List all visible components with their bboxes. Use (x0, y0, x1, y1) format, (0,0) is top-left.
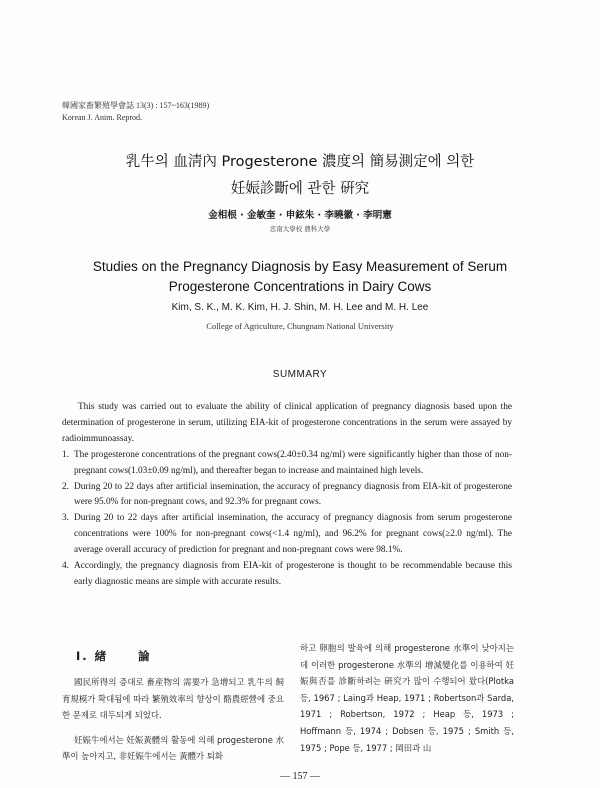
summary-item-text: During 20 to 22 days after artificial insemination, the accuracy of pregnancy diagnosis from serum progesterone concentrations were 100% for non-pregnant cows(<1.4 ng/ml), and 96.2% for pregnant cows(≥2.0 ng/ml). The average overall accuracy of prediction for pregnant and non-pregnant cows were 98.1%. (74, 513, 512, 556)
summary-item-text: The progesterone concentrations of the pregnant cows(2.40±0.34 ng/ml) were significantly higher than those of non-pregnant cows(1.03±0.09 ng/ml), and thereafter began to increase and maintained high levels. (74, 449, 512, 476)
journal-english-name: Korean J. Anim. Reprod. (62, 113, 142, 122)
summary-item-number: 1. (62, 449, 69, 460)
english-authors: Kim, S. K., M. K. Kim, H. J. Shin, M. H. Lee and M. H. Lee (171, 302, 429, 313)
body-right-column (300, 640, 514, 756)
section-heading (76, 648, 284, 674)
english-title-line2: Progesterone Concentrations in Dairy Cows (168, 279, 432, 294)
intro-paragraph-1: 國民所得의 증대로 畜産物의 需要가 急增되고 乳牛의 飼育規模가 확대됨에 따라 繁殖效率의 향상이 酪農經營에 중요한 문제로 대두되게 되었다. (62, 677, 284, 721)
summary-item (62, 511, 512, 559)
summary-abstract (62, 400, 512, 591)
english-title-line1: Studies on the Pregnancy Diagnosis by Easy Measurement of Serum (92, 259, 508, 274)
summary-item-text: Accordingly, the pregnancy diagnosis from EIA-kit of progesterone is thought to be recommendable because this early diagnostic means are simple with accurate results. (74, 561, 512, 587)
summary-item-number: 2. (62, 481, 69, 492)
page-number: — 157 — (280, 771, 320, 782)
korean-title-line2: 妊娠診斷에 관한 硏究 (230, 181, 370, 197)
section-number: Ⅰ. 緖 (76, 649, 109, 663)
korean-authors: 金相根 · 金敏奎 · 申鉉朱 · 李曉徽 · 李明憲 (208, 210, 392, 221)
journal-citation (62, 100, 209, 124)
intro-paragraph-continued: 하고 卵胞의 발육에 의해 progesterone 水準이 낮아지는데 이러한 progesterone 水準의 增減變化를 이용하여 妊娠與否를 診斷하려는 硏究가 많이 수행되어 왔다(Plotka 등, 1967 ; Laing과 Heap, 1971 ; Robertson과 Sarda, 1971 ; Robertson, 1972 ; Heap 등, 1973 ; Hoffmann 등, 1974 ; Dobsen 등, 1975 ; Smith 등, 1975 ; Pope 등, 1977 ; 岡田과 山 (300, 643, 514, 753)
english-affiliation: College of Agriculture, Chungnam National University (206, 321, 394, 331)
korean-title-line1: 乳牛의 血淸內 Progesterone 濃度의 簡易測定에 의한 (125, 154, 475, 170)
summary-item-number: 4. (62, 561, 69, 572)
summary-intro: This study was carried out to evaluate the ability of clinical application of pregnancy diagnosis based upon the determination of progesterone in serum, utilizing EIA-kit of progesterone concentrations in the serum were assayed by radioimmunoassay. (62, 402, 512, 444)
intro-paragraph-2: 妊娠牛에서는 妊娠黃體의 활동에 의해 progesterone 水準이 높아지고, 非妊娠牛에서는 黃體가 퇴화 (62, 734, 284, 762)
journal-korean-citation: 韓國家畜繁殖學會誌 13(3) : 157~163(1989) (62, 101, 210, 110)
summary-item-number: 3. (62, 513, 69, 524)
korean-affiliation: 忠南大學校 農科大學 (269, 225, 331, 233)
body-left-column (62, 648, 284, 765)
summary-item (62, 448, 512, 480)
summary-item (62, 480, 512, 512)
summary-item-text: During 20 to 22 days after artificial insemination, the accuracy of pregnancy diagnosis from EIA-kit of progesterone were 95.0% for non-pregnant cows, and 92.3% for pregnant cows. (74, 481, 512, 508)
section-title: 論 (138, 649, 152, 663)
summary-heading: SUMMARY (272, 369, 328, 380)
summary-item (62, 559, 512, 591)
